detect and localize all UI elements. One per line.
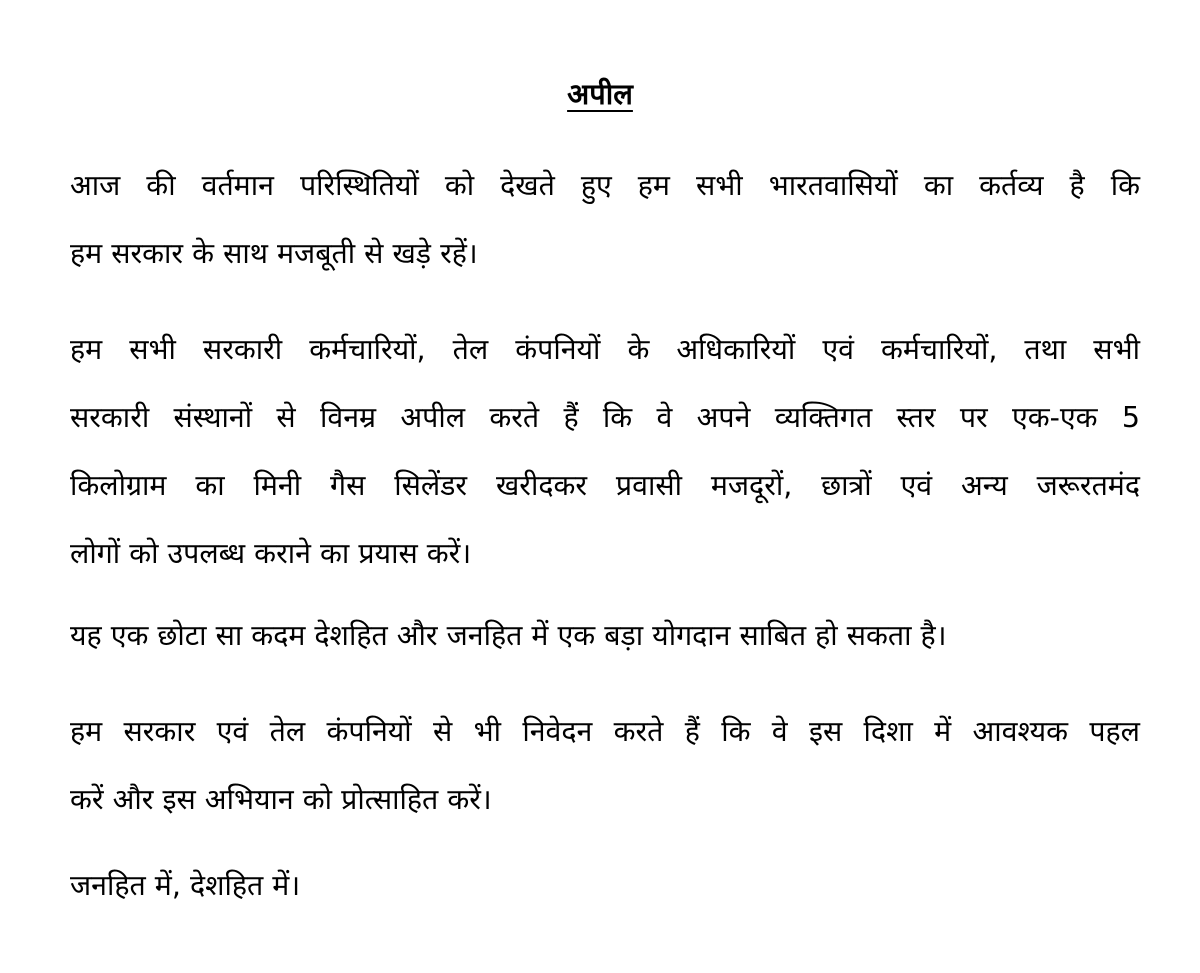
paragraph-line: सरकारी संस्थानों से विनम्र अपील करते हैं कि वे अपने व्यक्तिगत स्तर पर एक-एक 5 bbox=[70, 401, 1140, 434]
paragraph-line: आज की वर्तमान परिस्थितियों को देखते हुए हम सभी भारतवासियों का कर्तव्य है कि bbox=[70, 169, 1140, 202]
paragraph-duty bbox=[70, 152, 1140, 288]
paragraph-request bbox=[70, 698, 1140, 834]
paragraph-small-step bbox=[70, 602, 1140, 670]
paragraph-line: हम सभी सरकारी कर्मचारियों, तेल कंपनियों के अधिकारियों एवं कर्मचारियों, तथा सभी bbox=[70, 333, 1140, 366]
paragraph-closing bbox=[70, 852, 1140, 920]
paragraph-line: करें और इस अभियान को प्रोत्साहित करें। bbox=[70, 783, 492, 816]
paragraph-line: यह एक छोटा सा कदम देशहित और जनहित में एक बड़ा योगदान साबित हो सकता है। bbox=[70, 619, 947, 652]
paragraph-line: लोगों को उपलब्ध कराने का प्रयास करें। bbox=[70, 537, 472, 570]
document-title: अपील bbox=[567, 77, 633, 111]
paragraph-line: हम सरकार के साथ मजबूती से खड़े रहें। bbox=[70, 237, 478, 270]
paragraph-line: जनहित में, देशहित में। bbox=[70, 869, 301, 902]
paragraph-appeal bbox=[70, 316, 1140, 588]
paragraph-line: किलोग्राम का मिनी गैस सिलेंडर खरीदकर प्रवासी मजदूरों, छात्रों एवं अन्य जरूरतमंद bbox=[70, 469, 1140, 502]
paragraph-line: हम सरकार एवं तेल कंपनियों से भी निवेदन करते हैं कि वे इस दिशा में आवश्यक पहल bbox=[70, 715, 1140, 748]
